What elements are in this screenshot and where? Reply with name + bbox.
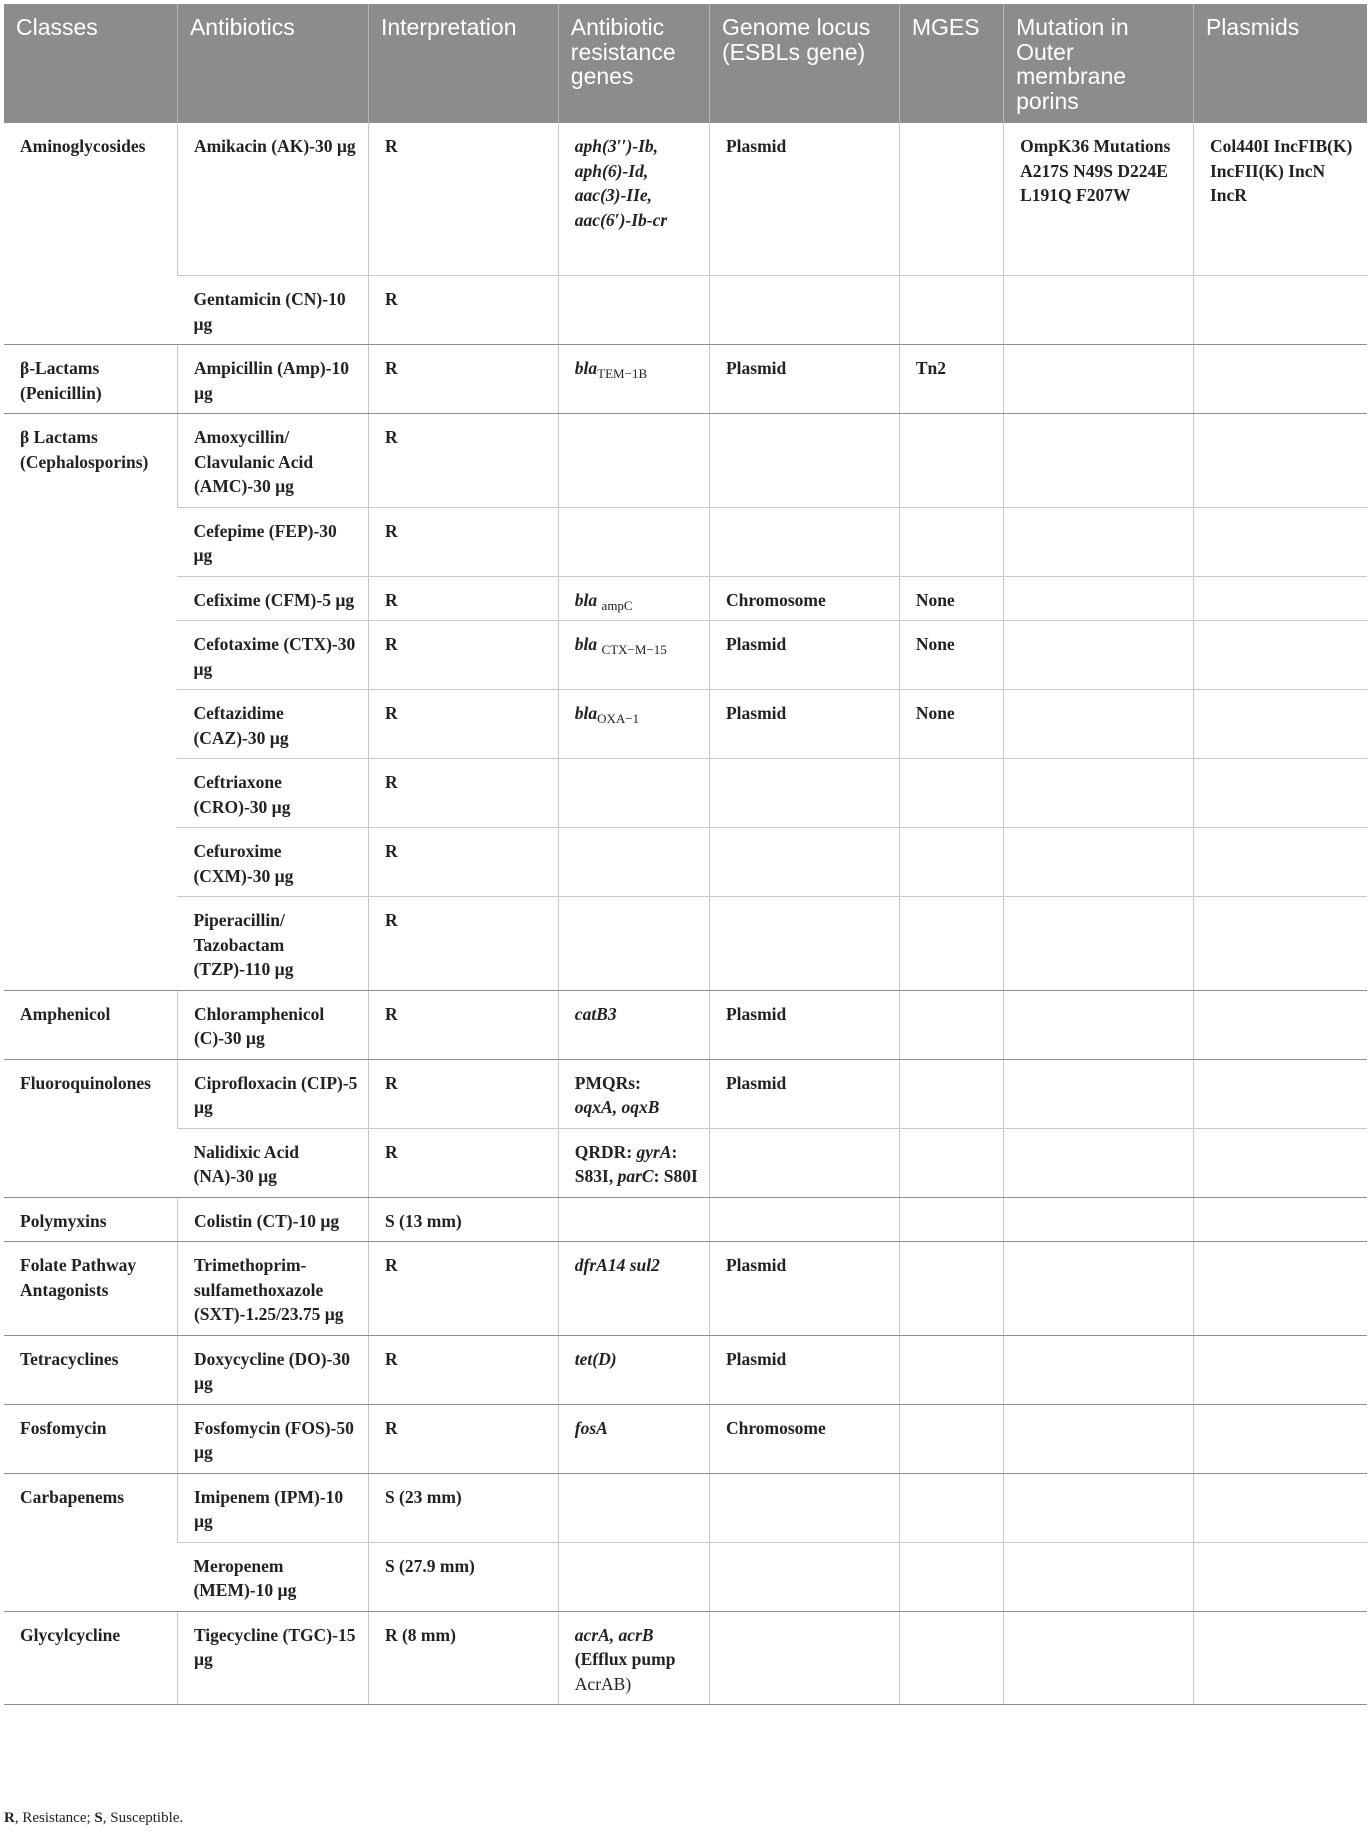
plasmids-cell xyxy=(1193,276,1367,345)
interpretation-cell: R xyxy=(368,276,558,345)
genes-cell xyxy=(558,1197,709,1242)
antibiotic-cell: Meropenem (MEM)-10 µg xyxy=(177,1542,368,1611)
table-row xyxy=(4,621,1367,690)
interpretation-cell: R (8 mm) xyxy=(368,1611,558,1705)
plasmids-cell xyxy=(1193,1128,1367,1197)
plasmids-cell xyxy=(1193,576,1367,621)
locus-cell xyxy=(709,828,899,897)
interpretation-cell: R xyxy=(368,990,558,1059)
plasmids-cell xyxy=(1193,1197,1367,1242)
interpretation-cell: R xyxy=(368,123,558,276)
gene-name: bla xyxy=(574,589,602,610)
gene-mutation: : S83I, xyxy=(574,1141,678,1186)
antibiotic-cell: Imipenem (IPM)-10 µg xyxy=(177,1473,368,1542)
plasmids-cell xyxy=(1193,621,1367,690)
antibiotic-cell: Chloramphenicol (C)-30 µg xyxy=(177,990,368,1059)
antibiotic-cell: Trimethoprim-sulfamethoxazole (SXT)-1.25/23.75 µg xyxy=(177,1242,368,1336)
antibiotic-cell: Gentamicin (CN)-10 µg xyxy=(177,276,368,345)
class-cell: β Lactams (Cephalosporins) xyxy=(4,414,177,991)
plasmids-cell xyxy=(1193,507,1367,576)
header-row xyxy=(4,4,1367,123)
class-cell: Amphenicol xyxy=(4,990,177,1059)
antibiotic-cell: Nalidixic Acid (NA)-30 µg xyxy=(177,1128,368,1197)
plasmids-cell xyxy=(1193,1335,1367,1404)
table-header xyxy=(4,4,1367,123)
locus-cell: Plasmid xyxy=(709,123,899,276)
table-row xyxy=(4,276,1367,345)
locus-cell: Chromosome xyxy=(709,1404,899,1473)
class-cell: Carbapenems xyxy=(4,1473,177,1611)
genes-cell xyxy=(558,621,709,690)
table-row xyxy=(4,1542,1367,1611)
locus-cell xyxy=(709,1473,899,1542)
gene-label: QRDR: xyxy=(574,1141,637,1162)
gene-name: oqxA, oqxB xyxy=(574,1097,660,1117)
header-porin-mutation: Mutation in Outer membrane porins xyxy=(1004,4,1194,123)
mges-cell xyxy=(899,414,1003,508)
gene-subscript: TEM−1B xyxy=(597,366,648,381)
mges-cell xyxy=(899,990,1003,1059)
interpretation-cell: R xyxy=(368,1404,558,1473)
porins-cell xyxy=(1004,897,1194,991)
genes-cell xyxy=(558,1128,709,1197)
table-row xyxy=(4,414,1367,508)
interpretation-cell: R xyxy=(368,414,558,508)
table-row xyxy=(4,990,1367,1059)
class-cell: Glycylcycline xyxy=(4,1611,177,1705)
porins-cell xyxy=(1004,1473,1194,1542)
locus-cell xyxy=(709,897,899,991)
table-row xyxy=(4,1128,1367,1197)
gene-name: bla xyxy=(574,634,602,654)
class-cell: Aminoglycosides xyxy=(4,123,177,345)
genes-cell xyxy=(558,1542,709,1611)
antibiotic-cell: Colistin (CT)-10 µg xyxy=(177,1197,368,1242)
mges-cell xyxy=(899,123,1003,276)
locus-cell xyxy=(709,414,899,508)
gene-name: acrA, acrB xyxy=(574,1624,654,1645)
mges-cell xyxy=(899,1542,1003,1611)
genes-cell xyxy=(558,345,709,414)
table-row xyxy=(4,1197,1367,1242)
porins-cell xyxy=(1004,576,1194,621)
genes-cell xyxy=(558,507,709,576)
header-resistance-genes: Antibiotic resistance genes xyxy=(558,4,709,123)
locus-cell: Plasmid xyxy=(709,1242,899,1336)
porins-cell xyxy=(1004,414,1194,508)
antibiotic-cell: Tigecycline (TGC)-15 µg xyxy=(177,1611,368,1705)
footnote-s-label: S xyxy=(94,1810,103,1826)
genes-cell xyxy=(558,1611,709,1705)
porins-cell xyxy=(1004,1335,1194,1404)
porins-cell xyxy=(1004,690,1194,759)
table-row xyxy=(4,1473,1367,1542)
table-row xyxy=(4,828,1367,897)
interpretation-cell: R xyxy=(368,345,558,414)
plasmids-cell xyxy=(1193,1542,1367,1611)
locus-cell xyxy=(709,1542,899,1611)
antibiotic-cell: Cefepime (FEP)-30 µg xyxy=(177,507,368,576)
genes-cell xyxy=(558,897,709,991)
interpretation-cell: R xyxy=(368,1242,558,1336)
antibiotic-cell: Cefixime (CFM)-5 µg xyxy=(177,576,368,621)
locus-cell: Plasmid xyxy=(709,1059,899,1128)
porins-cell xyxy=(1004,1128,1194,1197)
genes-cell: tet(D) xyxy=(558,1335,709,1404)
locus-cell xyxy=(709,759,899,828)
plasmids-cell xyxy=(1193,690,1367,759)
class-cell: Polymyxins xyxy=(4,1197,177,1242)
gene-name: bla xyxy=(574,703,598,723)
mges-cell xyxy=(899,1335,1003,1404)
porins-cell xyxy=(1004,507,1194,576)
class-cell: Fosfomycin xyxy=(4,1404,177,1473)
gene-name: parC xyxy=(617,1166,654,1186)
table-row xyxy=(4,576,1367,621)
locus-cell: Plasmid xyxy=(709,1335,899,1404)
gene-note: (Efflux pump xyxy=(574,1649,676,1669)
header-interpretation: Interpretation xyxy=(368,4,558,123)
mges-cell xyxy=(899,1404,1003,1473)
mges-cell xyxy=(899,276,1003,345)
porins-cell xyxy=(1004,759,1194,828)
gene-mutation: : S80I xyxy=(653,1166,698,1186)
mges-cell: None xyxy=(899,690,1003,759)
genes-cell xyxy=(558,828,709,897)
interpretation-cell: R xyxy=(368,621,558,690)
class-cell: Tetracyclines xyxy=(4,1335,177,1404)
mges-cell xyxy=(899,1197,1003,1242)
porins-cell xyxy=(1004,990,1194,1059)
plasmids-cell xyxy=(1193,1242,1367,1336)
gene-subscript: CTX−M−15 xyxy=(601,642,667,657)
antibiotic-cell: Doxycycline (DO)-30 µg xyxy=(177,1335,368,1404)
plasmids-cell xyxy=(1193,828,1367,897)
interpretation-cell: R xyxy=(368,1059,558,1128)
antibiotic-cell: Amikacin (AK)-30 µg xyxy=(177,123,368,276)
gene-subscript: ampC xyxy=(601,597,633,613)
gene-label: PMQRs: xyxy=(574,1072,641,1093)
table-row xyxy=(4,1404,1367,1473)
porins-cell xyxy=(1004,345,1194,414)
table-row xyxy=(4,1335,1367,1404)
porins-cell xyxy=(1004,1611,1194,1705)
locus-cell: Chromosome xyxy=(709,576,899,621)
antibiotic-cell: Cefotaxime (CTX)-30 µg xyxy=(177,621,368,690)
porins-cell xyxy=(1004,1242,1194,1336)
porins-cell xyxy=(1004,276,1194,345)
interpretation-cell: R xyxy=(368,507,558,576)
header-classes: Classes xyxy=(4,4,177,123)
class-cell: Folate Pathway Antagonists xyxy=(4,1242,177,1336)
footnote-r-text: , Resistance; xyxy=(14,1810,95,1826)
class-cell: β-Lactams (Penicillin) xyxy=(4,345,177,414)
mges-cell xyxy=(899,1242,1003,1336)
interpretation-cell: R xyxy=(368,897,558,991)
plasmids-cell xyxy=(1193,1404,1367,1473)
porins-cell xyxy=(1004,828,1194,897)
antibiotic-cell: Amoxycillin/ Clavulanic Acid (AMC)-30 µg xyxy=(177,414,368,508)
interpretation-cell: R xyxy=(368,1335,558,1404)
interpretation-cell: R xyxy=(368,690,558,759)
table-row xyxy=(4,759,1367,828)
mges-cell xyxy=(899,1611,1003,1705)
antibiotic-cell: Ceftriaxone (CRO)-30 µg xyxy=(177,759,368,828)
header-genome-locus: Genome locus (ESBLs gene) xyxy=(709,4,899,123)
porins-cell: OmpK36 Mutations A217S N49S D224E L191Q F207W xyxy=(1004,123,1194,276)
table-row xyxy=(4,1059,1367,1128)
genes-cell xyxy=(558,276,709,345)
interpretation-cell: R xyxy=(368,828,558,897)
gene-name: gyrA xyxy=(636,1141,672,1162)
mges-cell xyxy=(899,759,1003,828)
table-row xyxy=(4,1611,1367,1705)
locus-cell xyxy=(709,276,899,345)
genes-cell: dfrA14 sul2 xyxy=(558,1242,709,1336)
header-antibiotics: Antibiotics xyxy=(177,4,368,123)
interpretation-cell: S (13 mm) xyxy=(368,1197,558,1242)
locus-cell xyxy=(709,1128,899,1197)
plasmids-cell xyxy=(1193,345,1367,414)
antibiotic-cell: Fosfomycin (FOS)-50 µg xyxy=(177,1404,368,1473)
table-row xyxy=(4,345,1367,414)
genes-cell xyxy=(558,690,709,759)
genes-cell xyxy=(558,1059,709,1128)
mges-cell xyxy=(899,828,1003,897)
genes-cell: aph(3′′)-Ib, aph(6)-Id, aac(3)-IIe, aac(6′)-Ib-cr xyxy=(558,123,709,276)
plasmids-cell: Col440I IncFIB(K) IncFII(K) IncN IncR xyxy=(1193,123,1367,276)
locus-cell: Plasmid xyxy=(709,621,899,690)
table-row xyxy=(4,1242,1367,1336)
table-footnote xyxy=(4,1810,183,1827)
interpretation-cell: S (27.9 mm) xyxy=(368,1542,558,1611)
antibiotic-cell: Ceftazidime (CAZ)-30 µg xyxy=(177,690,368,759)
genes-cell: fosA xyxy=(558,1404,709,1473)
antibiotic-cell: Cefuroxime (CXM)-30 µg xyxy=(177,828,368,897)
mges-cell xyxy=(899,507,1003,576)
porins-cell xyxy=(1004,1404,1194,1473)
gene-note: AcrAB) xyxy=(574,1673,632,1694)
mges-cell: Tn2 xyxy=(899,345,1003,414)
genes-cell xyxy=(558,759,709,828)
porins-cell xyxy=(1004,1059,1194,1128)
antibiotic-cell: Ampicillin (Amp)-10 µg xyxy=(177,345,368,414)
class-cell: Fluoroquinolones xyxy=(4,1059,177,1197)
mges-cell xyxy=(899,897,1003,991)
locus-cell xyxy=(709,507,899,576)
porins-cell xyxy=(1004,621,1194,690)
table-row xyxy=(4,507,1367,576)
plasmids-cell xyxy=(1193,1473,1367,1542)
interpretation-cell: R xyxy=(368,759,558,828)
mges-cell: None xyxy=(899,621,1003,690)
table-row xyxy=(4,123,1367,276)
plasmids-cell xyxy=(1193,990,1367,1059)
genes-cell xyxy=(558,414,709,508)
genes-cell xyxy=(558,1473,709,1542)
resistance-table xyxy=(4,4,1367,1705)
table-row xyxy=(4,690,1367,759)
plasmids-cell xyxy=(1193,759,1367,828)
antibiotic-cell: Ciprofloxacin (CIP)-5 µg xyxy=(177,1059,368,1128)
locus-cell: Plasmid xyxy=(709,690,899,759)
plasmids-cell xyxy=(1193,1611,1367,1705)
footnote-s-text: , Susceptible. xyxy=(102,1810,184,1826)
gene-subscript: OXA−1 xyxy=(597,711,640,726)
header-plasmids: Plasmids xyxy=(1193,4,1367,123)
interpretation-cell: R xyxy=(368,576,558,621)
mges-cell xyxy=(899,1059,1003,1128)
locus-cell xyxy=(709,1611,899,1705)
mges-cell xyxy=(899,1473,1003,1542)
locus-cell: Plasmid xyxy=(709,990,899,1059)
antibiotic-cell: Piperacillin/ Tazobactam (TZP)-110 µg xyxy=(177,897,368,991)
mges-cell xyxy=(899,1128,1003,1197)
porins-cell xyxy=(1004,1542,1194,1611)
footnote-r-label: R xyxy=(4,1810,15,1826)
plasmids-cell xyxy=(1193,897,1367,991)
locus-cell xyxy=(709,1197,899,1242)
plasmids-cell xyxy=(1193,414,1367,508)
porins-cell xyxy=(1004,1197,1194,1242)
interpretation-cell: S (23 mm) xyxy=(368,1473,558,1542)
header-mges: MGES xyxy=(899,4,1003,123)
mges-cell: None xyxy=(899,576,1003,621)
genes-cell xyxy=(558,576,709,621)
gene-name: bla xyxy=(574,358,598,378)
locus-cell: Plasmid xyxy=(709,345,899,414)
plasmids-cell xyxy=(1193,1059,1367,1128)
genes-cell: catB3 xyxy=(558,990,709,1059)
interpretation-cell: R xyxy=(368,1128,558,1197)
table-body xyxy=(4,123,1367,1705)
table-row xyxy=(4,897,1367,991)
